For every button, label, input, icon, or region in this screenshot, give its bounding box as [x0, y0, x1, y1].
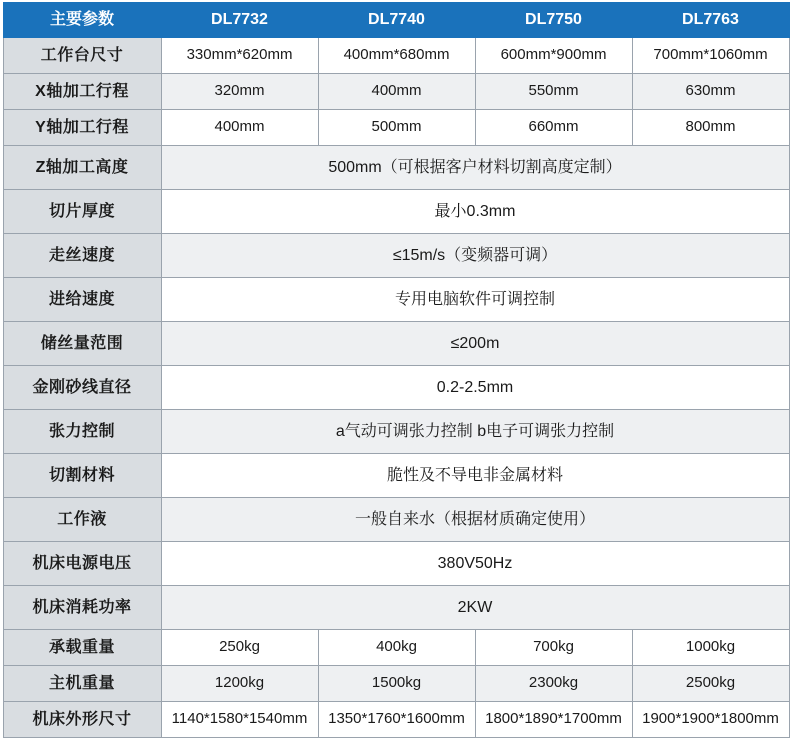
row-label: Z轴加工高度: [3, 146, 161, 190]
table-row: [3, 322, 789, 366]
row-value-span: 2KW: [161, 586, 789, 630]
row-label: 工作台尺寸: [3, 38, 161, 74]
row-label: 承载重量: [3, 630, 161, 666]
row-value-4: 1900*1900*1800mm: [632, 702, 789, 738]
row-value-2: 1500kg: [318, 666, 475, 702]
row-value-span: 0.2-2.5mm: [161, 366, 789, 410]
row-value-span: 一般自来水（根据材质确定使用）: [161, 498, 789, 542]
column-header-model-2: DL7740: [318, 3, 475, 38]
row-value-span: ≤15m/s（变频器可调）: [161, 234, 789, 278]
row-label: 金刚砂线直径: [3, 366, 161, 410]
row-label: 进给速度: [3, 278, 161, 322]
row-value-span: 500mm（可根据客户材料切割高度定制）: [161, 146, 789, 190]
row-value-4: 700mm*1060mm: [632, 38, 789, 74]
row-value-4: 630mm: [632, 74, 789, 110]
row-value-2: 400kg: [318, 630, 475, 666]
table-row: [3, 146, 789, 190]
row-value-4: 800mm: [632, 110, 789, 146]
table-row: [3, 278, 789, 322]
row-value-2: 400mm*680mm: [318, 38, 475, 74]
table-row: [3, 74, 789, 110]
row-value-3: 2300kg: [475, 666, 632, 702]
table-row: [3, 542, 789, 586]
row-label: 机床消耗功率: [3, 586, 161, 630]
row-value-span: 最小0.3mm: [161, 190, 789, 234]
table-row: [3, 366, 789, 410]
row-label: Y轴加工行程: [3, 110, 161, 146]
row-value-span: ≤200m: [161, 322, 789, 366]
row-value-1: 1140*1580*1540mm: [161, 702, 318, 738]
table-row: [3, 702, 789, 738]
row-value-1: 250kg: [161, 630, 318, 666]
row-label: 机床电源电压: [3, 542, 161, 586]
row-label: 张力控制: [3, 410, 161, 454]
table-row: [3, 410, 789, 454]
column-header-model-1: DL7732: [161, 3, 318, 38]
row-label: 储丝量范围: [3, 322, 161, 366]
row-value-4: 2500kg: [632, 666, 789, 702]
row-value-span: 380V50Hz: [161, 542, 789, 586]
column-header-model-3: DL7750: [475, 3, 632, 38]
table-header-row: [3, 3, 789, 38]
row-label: 机床外形尺寸: [3, 702, 161, 738]
specification-table: [3, 2, 790, 738]
table-header: [3, 3, 789, 38]
column-header-model-4: DL7763: [632, 3, 789, 38]
row-value-2: 400mm: [318, 74, 475, 110]
row-value-4: 1000kg: [632, 630, 789, 666]
row-label: 工作液: [3, 498, 161, 542]
row-label: 走丝速度: [3, 234, 161, 278]
row-value-1: 400mm: [161, 110, 318, 146]
row-value-span: a气动可调张力控制 b电子可调张力控制: [161, 410, 789, 454]
row-value-2: 1350*1760*1600mm: [318, 702, 475, 738]
table-row: [3, 38, 789, 74]
row-value-span: 脆性及不导电非金属材料: [161, 454, 789, 498]
row-value-2: 500mm: [318, 110, 475, 146]
row-value-1: 330mm*620mm: [161, 38, 318, 74]
row-value-1: 1200kg: [161, 666, 318, 702]
column-header-param: 主要参数: [3, 3, 161, 38]
row-value-1: 320mm: [161, 74, 318, 110]
row-value-3: 550mm: [475, 74, 632, 110]
table-row: [3, 498, 789, 542]
row-value-3: 700kg: [475, 630, 632, 666]
row-value-3: 660mm: [475, 110, 632, 146]
row-label: 切片厚度: [3, 190, 161, 234]
table-row: [3, 586, 789, 630]
table-row: [3, 190, 789, 234]
row-value-3: 1800*1890*1700mm: [475, 702, 632, 738]
table-row: [3, 630, 789, 666]
table-row: [3, 454, 789, 498]
row-value-span: 专用电脑软件可调控制: [161, 278, 789, 322]
row-label: 切割材料: [3, 454, 161, 498]
row-label: 主机重量: [3, 666, 161, 702]
row-value-3: 600mm*900mm: [475, 38, 632, 74]
table-row: [3, 666, 789, 702]
table-row: [3, 234, 789, 278]
table-row: [3, 110, 789, 146]
table-body: [3, 38, 789, 738]
row-label: X轴加工行程: [3, 74, 161, 110]
